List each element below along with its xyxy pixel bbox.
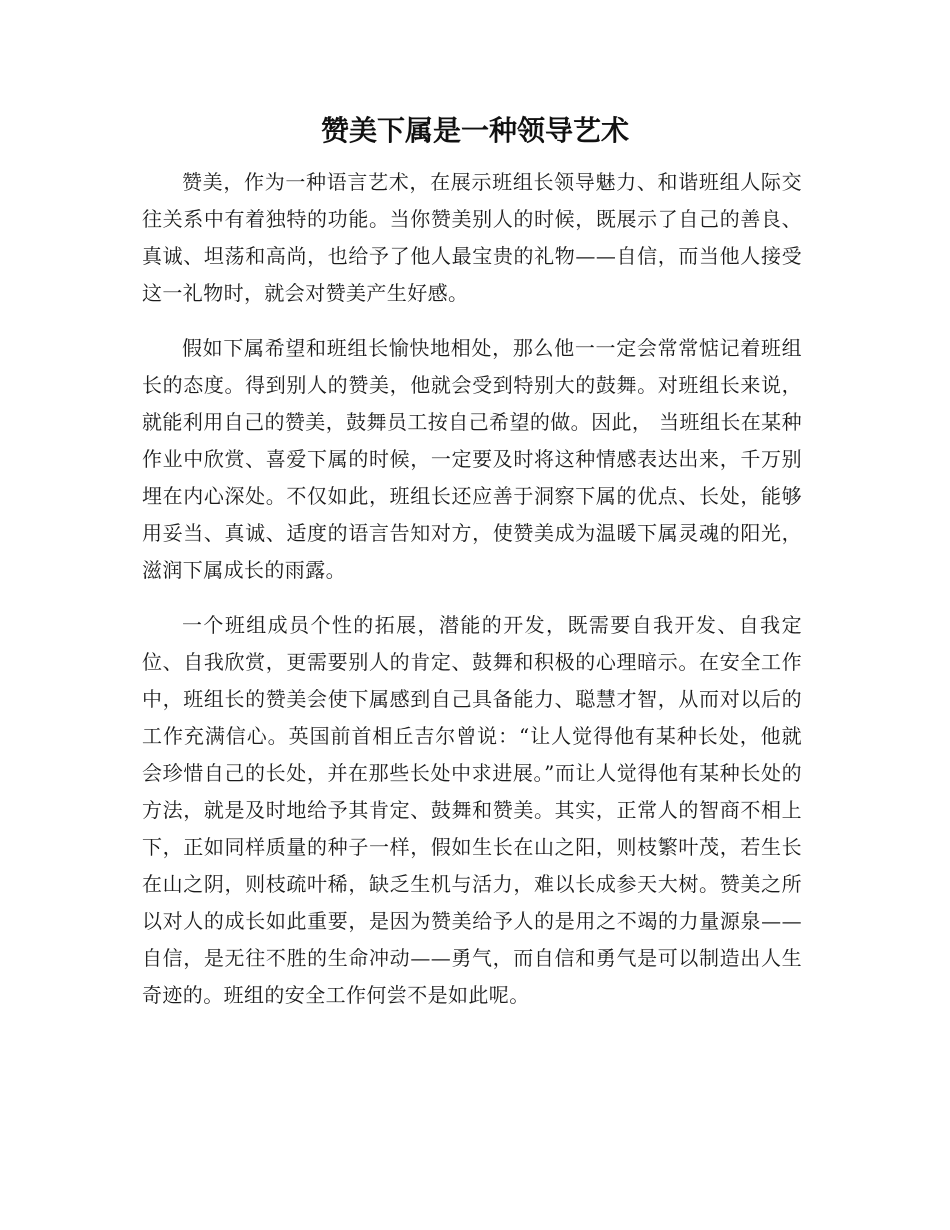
paragraph-1: 赞美，作为一种语言艺术，在展示班组长领导魅力、和谐班组人际交往关系中有着独特的功能。当你赞美别人的时候，既展示了自己的善良、真诚、坦荡和高尚，也给予了他人最宝贵的礼物——自信，而当他人接受这一礼物时，就会对赞美产生好感。: [142, 170, 802, 305]
paragraph-3: 一个班组成员个性的拓展，潜能的开发，既需要自我开发、自我定位、自我欣赏，更需要别人的肯定、鼓舞和积极的心理暗示。在安全工作中，班组长的赞美会使下属感到自己具备能力、聪慧才智，从而对以后的工作充满信心。英国前首相丘吉尔曾说：“让人觉得他有某种长处，他就会珍惜自己的长处，并在那些长处中求进展。”而让人觉得他有某种长处的方法，就是及时地给予其肯定、鼓舞和赞美。其实，正常人的智商不相上下，正如同样质量的种子一样，假如生长在山之阳，则枝繁叶茂，若生长在山之阴，则枝疏叶稀，缺乏生机与活力，难以长成参天大树。赞美之所以对人的成长如此重要，是因为赞美给予人的是用之不竭的力量源泉——自信，是无往不胜的生命冲动——勇气，而自信和勇气是可以制造出人生奇迹的。班组的安全工作何尝不是如此呢。: [142, 613, 802, 1007]
document-body: [142, 164, 802, 1032]
document-title: 赞美下属是一种领导艺术: [320, 114, 629, 147]
paragraph-2: 假如下属希望和班组长愉快地相处，那么他一一定会常常惦记着班组长的态度。得到别人的赞美，他就会受到特别大的鼓舞。对班组长来说，就能利用自己的赞美，鼓舞员工按自己希望的做。因此， 当班组长在某种作业中欣赏、喜爱下属的时候，一定要及时将这种情感表达出来，千万别埋在内心深处。不仅如此，班组长还应善于洞察下属的优点、长处，能够用妥当、真诚、适度的语言告知对方，使赞美成为温暖下属灵魂的阳光，滋润下属成长的雨露。: [142, 336, 802, 582]
